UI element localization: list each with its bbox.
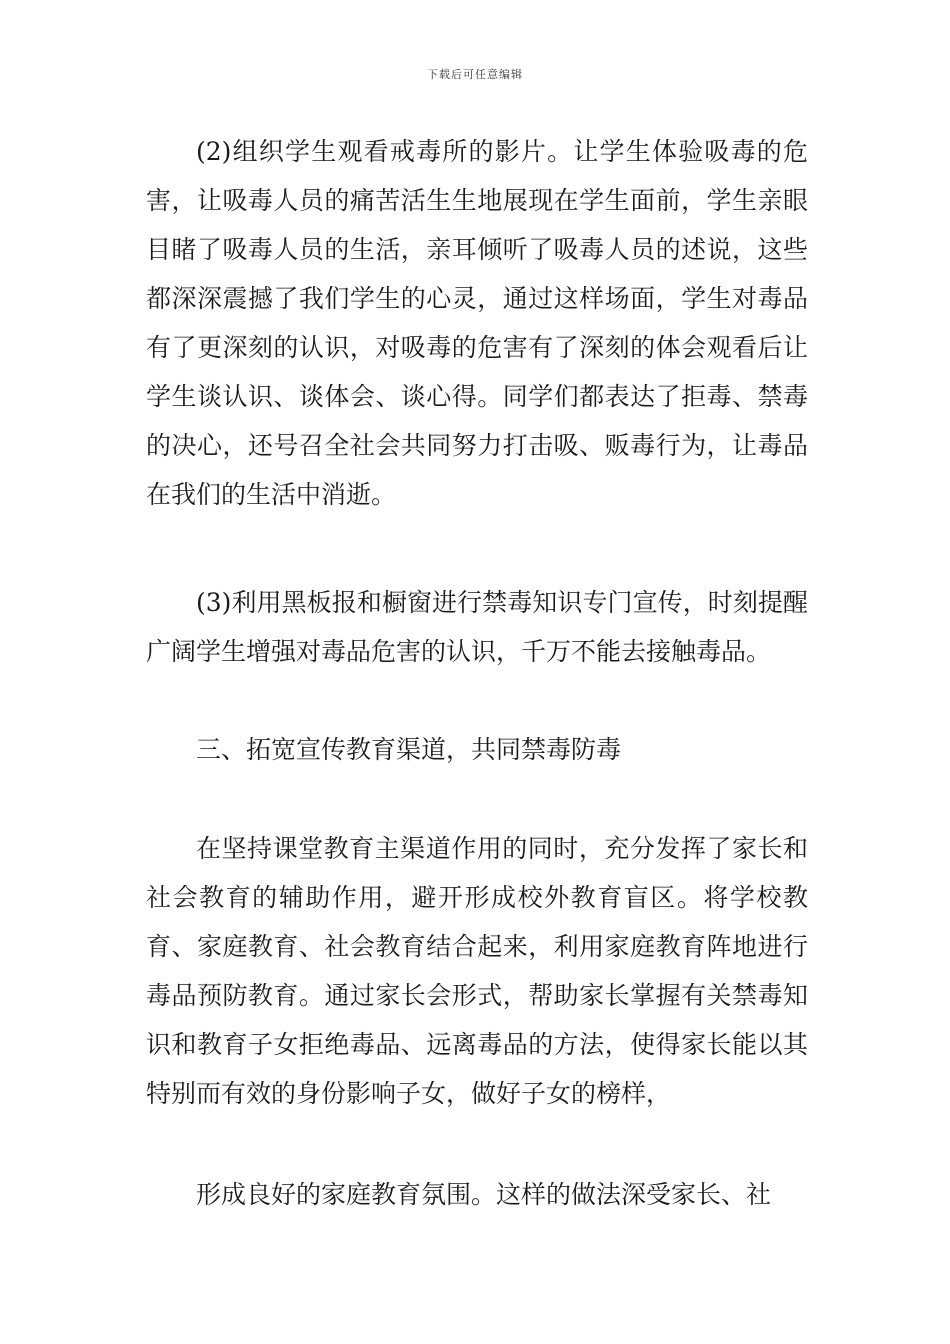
paragraph-blackboard xyxy=(146,578,808,676)
paragraph-family-education xyxy=(146,824,808,1118)
paragraph-text: (3)利用黑板报和橱窗进行禁毒知识专门宣传，时刻提醒广阔学生增强对毒品危害的认识，千万不能去接触毒品。 xyxy=(146,588,808,666)
section-heading-text: 三、拓宽宣传教育渠道，共同禁毒防毒 xyxy=(196,735,622,764)
paragraph-text: 在坚持课堂教育主渠道作用的同时，充分发挥了家长和社会教育的辅助作用，避开形成校外教育盲区。将学校教育、家庭教育、社会教育结合起来，利用家庭教育阵地进行毒品预防教育。通过家长会形式，帮助家长掌握有关禁毒知识和教育子女拒绝毒品、远离毒品的方法，使得家长能以其特别而有效的身份影响子女，做好子女的榜样， xyxy=(146,834,808,1108)
paragraph-text: 形成良好的家庭教育氛围。这样的做法深受家长、社 xyxy=(196,1180,772,1209)
section-heading xyxy=(146,725,808,774)
paragraph-film-viewing xyxy=(146,127,808,519)
page-header: 下载后可任意编辑 xyxy=(427,68,523,81)
paragraph-text: (2)组织学生观看戒毒所的影片。让学生体验吸毒的危害，让吸毒人员的痛苦活生生地展现在学生面前，学生亲眼目睹了吸毒人员的生活，亲耳倾听了吸毒人员的述说，这些都深深震撼了我们学生的心灵，通过这样场面，学生对毒品有了更深刻的认识，对吸毒的危害有了深刻的体会观看后让学生谈认识、谈体会、谈心得。同学们都表达了拒毒、禁毒的决心，还号召全社会共同努力打击吸、贩毒行为，让毒品在我们的生活中消逝。 xyxy=(146,137,808,509)
paragraph-continued xyxy=(146,1170,808,1219)
